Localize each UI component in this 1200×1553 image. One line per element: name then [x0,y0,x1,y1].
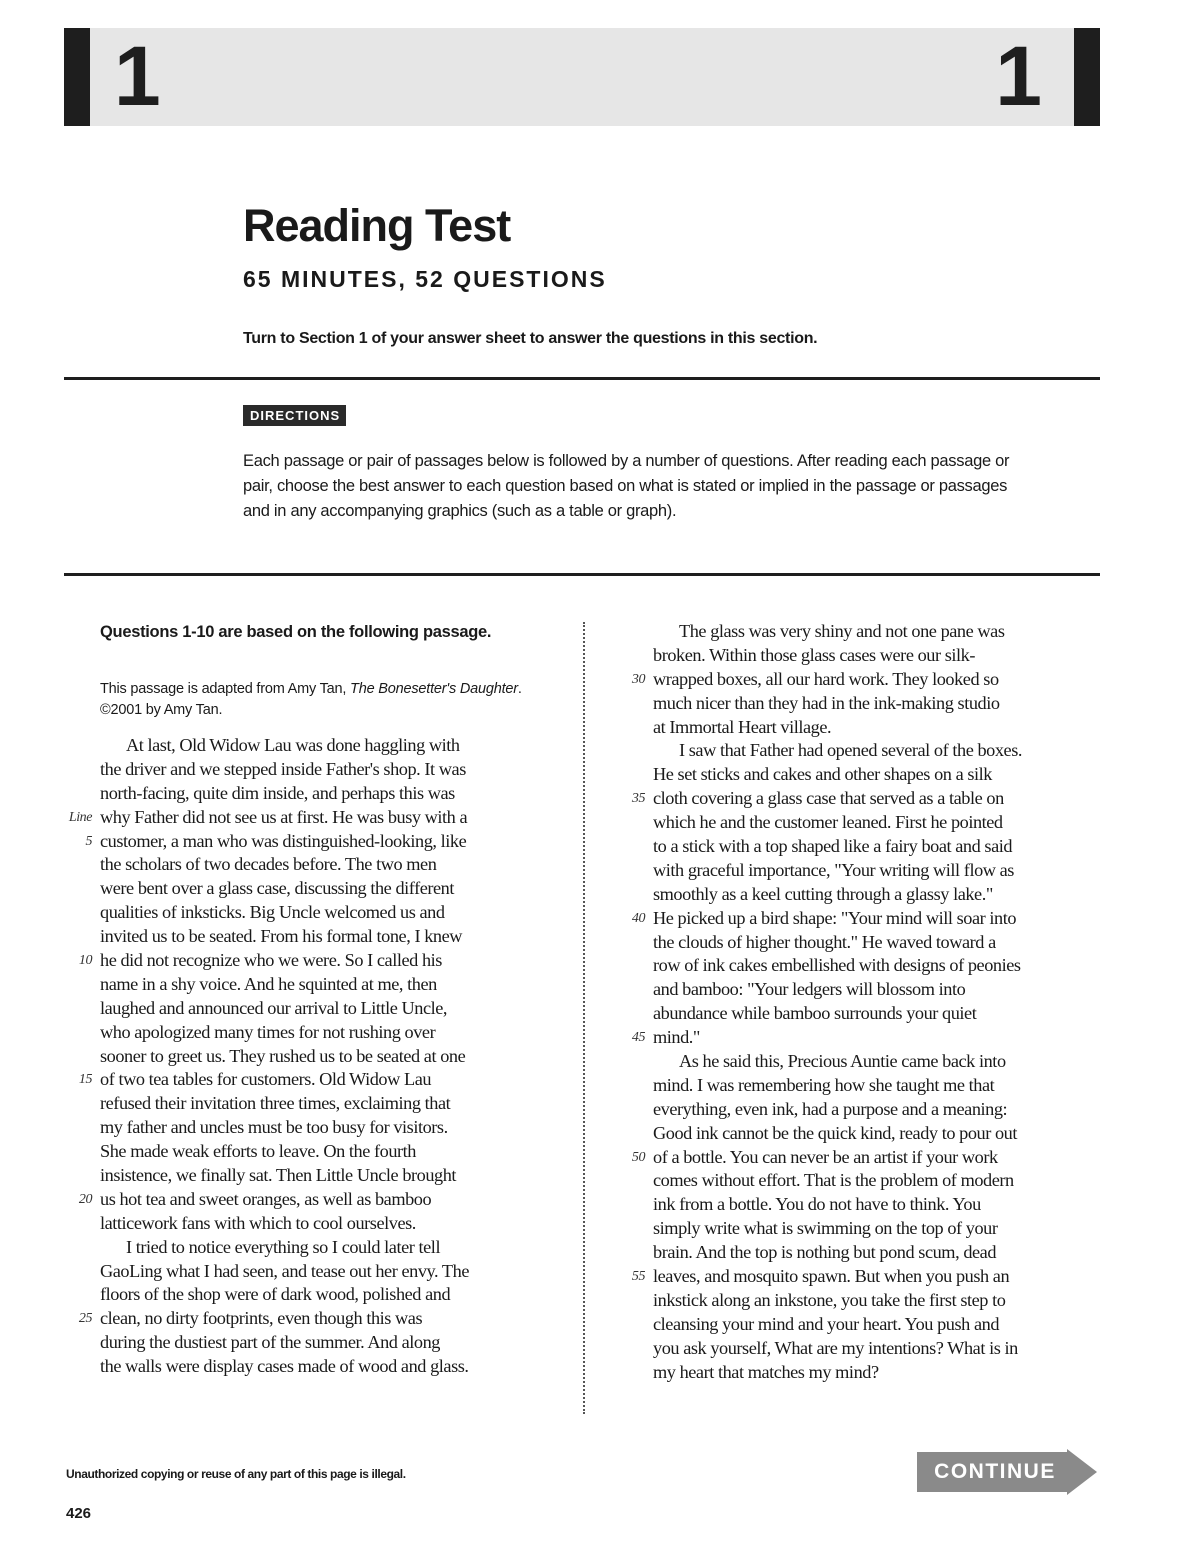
passage-line [100,901,570,925]
line-text: abundance while bamboo surrounds your quiet [653,1003,977,1024]
continue-arrow [917,1449,1097,1495]
passage-line [78,1188,570,1212]
section-number-right: 1 [995,29,1042,123]
passage-line [653,692,1123,716]
line-text: At last, Old Widow Lau was done haggling with [126,735,460,755]
line-text: He set sticks and cakes and other shapes on a silk [653,764,992,785]
line-text: to a stick with a top shaped like a fairy boat and said [653,836,1013,857]
passage-line [653,1337,1123,1361]
passage-line [631,787,1123,811]
passage-line [100,1045,570,1069]
passage-line [100,1331,570,1355]
line-text: mind. I was remembering how she taught me that [653,1074,995,1095]
passage-line [653,1217,1123,1241]
line-text: of a bottle. You can never be an artist if your work [653,1146,998,1167]
column-divider [583,622,585,1414]
passage-line [653,1002,1123,1026]
passage-line [653,644,1123,668]
line-text: name in a shy voice. And he squinted at me, then [100,973,437,994]
passage-line [653,1122,1123,1146]
line-text: during the dustiest part of the summer. And along [100,1332,440,1353]
passage-line [100,782,570,806]
passage-line [653,1193,1123,1217]
continue-label: CONTINUE [934,1460,1056,1483]
passage-line [100,1116,570,1140]
line-text: of two tea tables for customers. Old Widow Lau [100,1069,432,1090]
section-bar-left [64,28,90,126]
passage-line [653,620,1123,644]
line-text: who apologized many times for not rushing over [100,1021,436,1042]
line-number: 40 [631,910,645,926]
passage-line [653,1098,1123,1122]
answer-sheet-instruction: Turn to Section 1 of your answer sheet to answer the questions in this section. [243,330,818,347]
line-text: with graceful importance, "Your writing will flow as [653,859,1014,880]
passage-line [631,1146,1123,1170]
line-text: She made weak efforts to leave. On the fourth [100,1141,416,1162]
line-number: 5 [85,833,92,849]
line-number: 55 [631,1269,645,1285]
passage-line [653,1313,1123,1337]
passage-line [100,1260,570,1284]
line-text: and bamboo: "Your ledgers will blossom into [653,979,966,1000]
directions-badge: DIRECTIONS [243,405,346,426]
passage-line [100,1283,570,1307]
line-text: row of ink cakes embellished with designs of peonies [653,955,1021,976]
passage-line [653,763,1123,787]
line-text: mind." [653,1027,700,1048]
line-text: my heart that matches my mind? [653,1361,879,1382]
line-text: which he and the customer leaned. First he pointed [653,812,1003,833]
line-text: floors of the shop were of dark wood, polished and [100,1284,451,1305]
line-text: He picked up a bird shape: "Your mind will soar into [653,907,1017,928]
line-text: qualities of inksticks. Big Uncle welcomed us and [100,902,445,923]
passage-line [653,1289,1123,1313]
line-text: my father and uncles must be too busy for visitors. [100,1117,448,1138]
passage-line [653,883,1123,907]
passage-line [78,1068,570,1092]
line-text: wrapped boxes, all our hard work. They looked so [653,668,999,689]
section-bar-right [1074,28,1100,126]
line-number: 25 [78,1311,92,1327]
passage-line [68,806,570,830]
line-text: were bent over a glass case, discussing the different [100,878,455,899]
line-text: why Father did not see us at first. He was busy with a [100,806,468,827]
passage-line [653,835,1123,859]
passage-line [653,1169,1123,1193]
passage-line [631,1265,1123,1289]
passage-line [653,716,1123,740]
divider-top [64,377,1100,380]
passage-line [100,973,570,997]
passage-line [100,853,570,877]
page-number: 426 [66,1505,92,1522]
passage-line [100,877,570,901]
passage-source-title: The Bonesetter's Daughter [350,681,518,697]
line-number: 35 [631,791,645,807]
line-text: I tried to notice everything so I could later tell [126,1236,441,1257]
line-text: laughed and announced our arrival to Little Uncle, [100,997,448,1018]
line-text: cleansing your mind and your heart. You push and [653,1313,1000,1334]
divider-bottom [64,573,1100,576]
line-text: everything, even ink, had a purpose and a meaning: [653,1098,1008,1119]
passage-line [653,978,1123,1002]
passage-line [100,1092,570,1116]
passage-line [78,949,570,973]
directions-text: Each passage or pair of passages below is followed by a number of questions. After reading each passage or pair, choose the best answer to each question based on what is stated or implied in the passage or passages and in any accompanying graphics (such as a table or graph). [243,452,1010,520]
passage-line [631,668,1123,692]
passage-line [653,1074,1123,1098]
line-number: 20 [78,1191,92,1207]
line-text: much nicer than they had in the ink-making studio [653,692,1000,713]
line-text: comes without effort. That is the problem of modern [653,1170,1014,1191]
line-text: inkstick along an inkstone, you take the first step to [653,1289,1006,1310]
passage-line [100,1236,570,1260]
line-text: clean, no dirty footprints, even though this was [100,1308,423,1329]
line-text: the driver and we stepped inside Father's shop. It was [100,758,466,779]
line-text: sooner to greet us. They rushed us to be seated at one [100,1045,466,1066]
line-text: As he said this, Precious Auntie came back into [679,1051,1006,1072]
line-number: 50 [631,1149,645,1165]
line-number: 10 [78,953,92,969]
passage-line [78,1307,570,1331]
passage-source-prefix: This passage is adapted from Amy Tan, [100,681,351,697]
passage-column-left [68,734,570,1379]
passage-line [85,830,570,854]
passage-question-range: Questions 1-10 are based on the following passage. [100,623,492,641]
passage-line [100,997,570,1021]
passage-line [631,1026,1123,1050]
passage-source [100,679,530,721]
line-text: customer, a man who was distinguished-looking, like [100,830,467,851]
line-text: Good ink cannot be the quick kind, ready to pour out [653,1122,1017,1143]
passage-source-suffix: . ©2001 by Amy Tan. [100,681,522,718]
line-text: The glass was very shiny and not one pane was [679,621,1005,641]
line-text: simply write what is swimming on the top of your [653,1218,998,1239]
section-number-left: 1 [114,29,161,123]
passage-line [653,1050,1123,1074]
line-text: at Immortal Heart village. [653,716,832,737]
line-text: you ask yourself, What are my intentions? What is in [653,1337,1018,1358]
passage-line [653,1361,1123,1385]
page-title: Reading Test [243,200,511,251]
passage-line [100,1164,570,1188]
section-header-band [64,28,1100,126]
line-text: the walls were display cases made of wood and glass. [100,1356,469,1377]
line-text: latticework fans with which to cool ourselves. [100,1212,416,1233]
passage-line [653,739,1123,763]
line-text: he did not recognize who we were. So I called his [100,950,442,971]
copyright-notice: Unauthorized copying or reuse of any part of this page is illegal. [66,1467,406,1481]
passage-line [653,1241,1123,1265]
line-text: the clouds of higher thought." He waved toward a [653,931,996,952]
line-text: smoothly as a keel cutting through a glassy lake." [653,883,993,904]
passage-line [653,859,1123,883]
passage-line [100,1212,570,1236]
line-number: 15 [78,1072,92,1088]
line-number: Line [68,809,92,825]
passage-line [653,931,1123,955]
passage-line [100,758,570,782]
line-text: leaves, and mosquito spawn. But when you push an [653,1266,1010,1287]
passage-line [631,907,1123,931]
passage-line [100,1355,570,1379]
passage-line [100,1140,570,1164]
line-text: invited us to be seated. From his formal tone, I knew [100,926,463,947]
passage-line [653,954,1123,978]
line-text: north-facing, quite dim inside, and perhaps this was [100,782,455,803]
passage-line [100,1021,570,1045]
line-text: cloth covering a glass case that served as a table on [653,788,1004,809]
passage-line [653,811,1123,835]
line-text: broken. Within those glass cases were our silk- [653,644,975,665]
line-number: 30 [631,671,645,687]
line-text: the scholars of two decades before. The two men [100,854,437,875]
passage-line [100,925,570,949]
passage-line [100,734,570,758]
test-timing: 65 MINUTES, 52 QUESTIONS [243,266,607,292]
line-text: insistence, we finally sat. Then Little Uncle brought [100,1165,457,1186]
passage-column-right [631,620,1123,1385]
line-text: brain. And the top is nothing but pond scum, dead [653,1242,997,1263]
line-text: us hot tea and sweet oranges, as well as bamboo [100,1188,432,1209]
line-number: 45 [631,1030,645,1046]
line-text: GaoLing what I had seen, and tease out her envy. The [100,1260,470,1281]
line-text: I saw that Father had opened several of the boxes. [679,740,1023,761]
line-text: ink from a bottle. You do not have to think. You [653,1194,981,1215]
line-text: refused their invitation three times, exclaiming that [100,1093,451,1114]
